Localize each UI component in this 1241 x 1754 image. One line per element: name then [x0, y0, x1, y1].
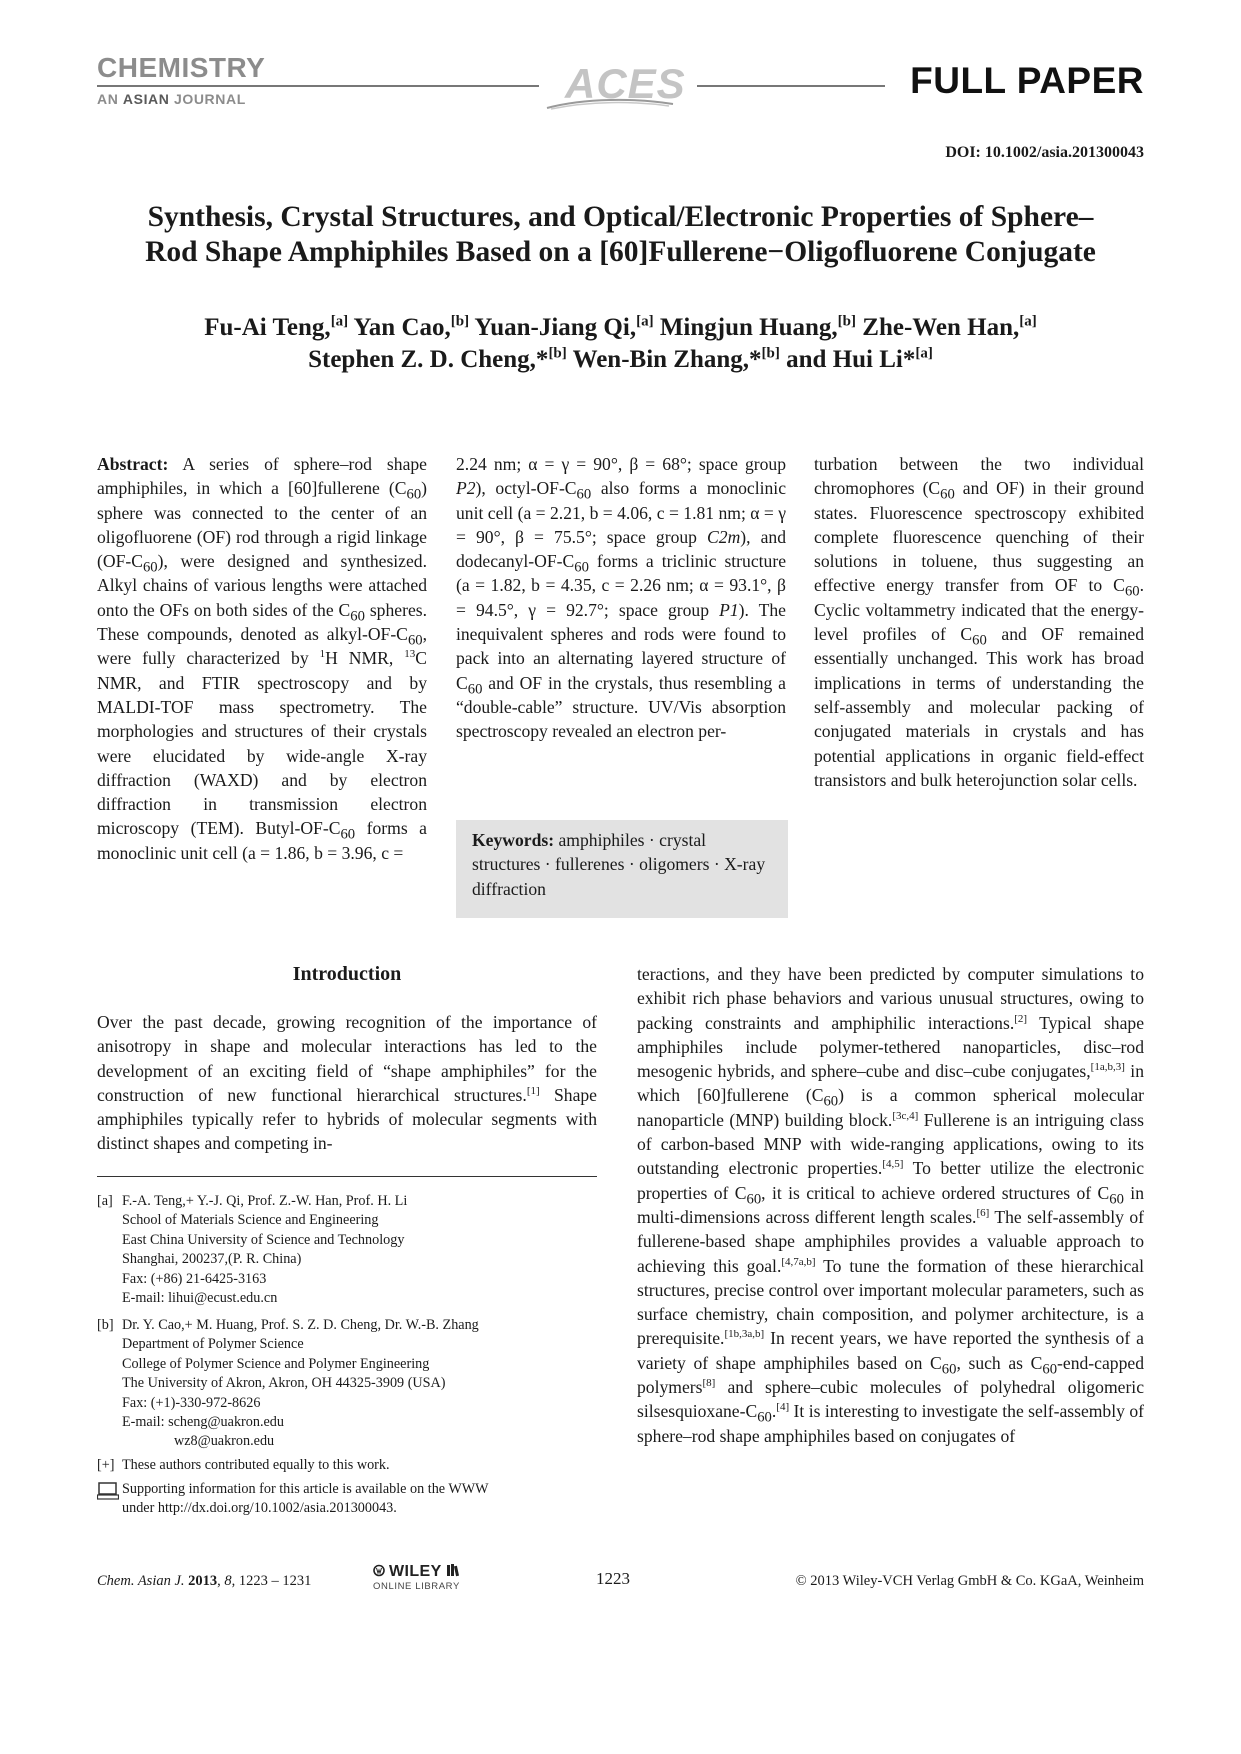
email-link[interactable]: wz8@uakron.edu: [174, 1433, 275, 1450]
author-name[interactable]: Stephen Z. D. Cheng,*: [308, 346, 549, 373]
author-list: [97, 312, 1144, 376]
aces-swoosh-icon: [545, 96, 675, 110]
library-books-icon: [446, 1563, 460, 1577]
citation[interactable]: [1a,b,3]: [1090, 1061, 1125, 1074]
title-line: Synthesis, Crystal Structures, and Optical/Electronic Properties of Sphere–: [147, 201, 1094, 233]
email-link[interactable]: E-mail: scheng@uakron.edu: [122, 1414, 284, 1431]
citation[interactable]: [3c,4]: [892, 1109, 919, 1122]
header-rule-right: [697, 85, 885, 87]
author-name[interactable]: Zhe-Wen Han,: [856, 314, 1020, 341]
header-rule-left: [97, 85, 539, 87]
author-name[interactable]: Fu-Ai Teng,: [204, 314, 331, 341]
author-line: Fu-Ai Teng,[a] Yan Cao,[b] Yuan-Jiang Qi,[a] Mingjun Huang,[b] Zhe-Wen Han,[a]: [204, 313, 1037, 341]
author-name[interactable]: Yuan-Jiang Qi,: [469, 314, 637, 341]
footnote-divider: [97, 1176, 597, 1177]
citation[interactable]: [1b,3a,b]: [724, 1328, 765, 1341]
keywords-box: [456, 820, 788, 918]
abstract-column-3: turbation between the two individual chromophores ($C_{60}$ and OF) in their ground states. Fluorescence spectroscopy exhibited complete fluorescence quenching of their solutions in toluene, thus suggesting an effective energy transfer from OF to $C_{60}$. Cyclic voltammetry indicated that the energy-level profiles of $C_{60}$ and OF remained essentially unchanged. This work has broad implications in terms of understanding the self-assembly and molecular packing of conjugated materials in crystals and has potential applications in organic field-effect transistors and bulk heterojunction solar cells.: [814, 454, 1144, 790]
author-name[interactable]: Yan Cao,: [348, 314, 451, 341]
author-name[interactable]: Wen-Bin Zhang,*: [566, 346, 762, 373]
journal-name: CHEMISTRY: [97, 52, 266, 83]
citation[interactable]: [2]: [1014, 1012, 1028, 1025]
copyright: © 2013 Wiley-VCH Verlag GmbH & Co. KGaA, Weinheim: [795, 1573, 1144, 1589]
wiley-mark-icon: [373, 1564, 389, 1577]
abstract-label: Abstract:: [97, 454, 169, 474]
keywords-label: Keywords:: [472, 830, 555, 850]
doi[interactable]: DOI: 10.1002/asia.201300043: [945, 144, 1144, 161]
aces-logo: ACES: [565, 60, 686, 107]
author-name[interactable]: and Hui Li*: [779, 346, 916, 373]
journal-subtitle: AN ASIAN JOURNAL: [97, 91, 246, 107]
paper-title: [97, 200, 1144, 270]
si-link[interactable]: under http://dx.doi.org/10.1002/asia.201300043.: [122, 1500, 397, 1517]
abstract-column-2: 2.24 nm; α = γ = 90°, β = 68°; space group P2), octyl-$OF-C_{60}$ also forms a monoclinic unit cell (a = 2.21, b = 4.06, c = 1.81 nm; α = γ = 90°, β = 75.5°; space group C2m), and dodecanyl-$OF-C_{60}$ forms a triclinic structure (a = 1.82, b = 4.35, c = 2.26 nm; α = 93.1°, β = 94.5°, γ = 92.7°; space group P1). The inequivalent spheres and rods were found to pack into an alternating layered structure of $C_{60}$ and OF in the crystals, thus resembling a “double-cable” structure. UV/Vis absorption spectroscopy revealed an electron per-: [456, 454, 786, 742]
keywords-text: amphiphiles · crystal structures · fullerenes · oligomers · X-ray diffraction: [472, 830, 766, 899]
wiley-logo[interactable]: WILEY ONLINE LIBRARY: [373, 1563, 460, 1592]
affiliation-a: [a] F.-A. Teng,+ Y.-J. Qi, Prof. Z.-W. Han, Prof. H. Li School of Materials Science and Engineering East China University of Science and Technology Shanghai, 200237,(P. R. China) Fax: (+86) 21-6425-3163 E-mail: lihui@ecust.edu.cn: [97, 1192, 597, 1308]
article-type: FULL PAPER: [910, 60, 1144, 101]
citation[interactable]: [1]: [526, 1085, 540, 1098]
computer-icon: [97, 1482, 119, 1500]
equal-contribution-note: [+] These authors contributed equally to this work.: [97, 1457, 390, 1473]
citation-footer: Chem. Asian J. 2013, 8, 1223 – 1231: [97, 1573, 312, 1589]
affiliation-b: [b] Dr. Y. Cao,+ M. Huang, Prof. S. Z. D. Cheng, Dr. W.-B. Zhang Department of Polymer Science College of Polymer Science and Polymer Engineering The University of Akron, Akron, OH 44325-3909 (USA) Fax: (+1)-330-972-8626 E-mail: scheng@uakron.edu wz8@uakron.edu: [97, 1316, 597, 1452]
citation[interactable]: [4,7a,b]: [781, 1255, 816, 1268]
intro-column-1: Over the past decade, growing recognition of the importance of anisotropy in shape and molecular interactions has led to the development of an exciting field of “shape amphiphiles” for the construction of new functional hierarchical structures.[1] Shape amphiphiles typically refer to hybrids of molecular segments with distinct shapes and competing in-: [97, 1012, 597, 1154]
page-number: 1223: [596, 1569, 630, 1588]
author-line: Stephen Z. D. Cheng,*[b] Wen-Bin Zhang,*[b] and Hui Li*[a]: [308, 345, 933, 373]
citation[interactable]: [6]: [976, 1207, 990, 1220]
citation[interactable]: [4,5]: [882, 1158, 904, 1171]
citation[interactable]: [8]: [702, 1377, 716, 1390]
citation[interactable]: [4]: [776, 1401, 790, 1414]
author-name[interactable]: Mingjun Huang,: [653, 314, 838, 341]
section-heading: Introduction: [292, 963, 402, 985]
abstract-column-1: Abstract: A series of sphere–rod shape amphiphiles, in which a [60]fullerene $(C_{60})$ sphere was connected to the center of an oligofluorene (OF) rod through a rigid linkage $(OF-C_{60})$, were designed and synthesized. Alkyl chains of various lengths were attached onto the OFs on both sides of the $C_{60}$ spheres. These compounds, denoted as alkyl-$OF-C_{60}$, were fully characterized by $^1$H NMR, $^{13}$C NMR, and FTIR spectroscopy and by MALDI-TOF mass spectrometry. The morphologies and structures of their crystals were elucidated by wide-angle X-ray diffraction (WAXD) and by electron diffraction in transmission electron microscopy (TEM). Butyl-$OF-C_{60}$ forms a monoclinic unit cell (a = 1.86, b = 3.96, c =: [97, 454, 428, 863]
title-line: Rod Shape Amphiphiles Based on a [60]Fullerene−Oligofluorene Conjugate: [145, 236, 1096, 268]
supporting-info-note: Supporting information for this article is available on the WWW under http://dx.doi.org/10.1002/asia.201300043.: [97, 1480, 597, 1519]
email-link[interactable]: E-mail: lihui@ecust.edu.cn: [122, 1290, 278, 1307]
intro-column-2: teractions, and they have been predicted by computer simulations to exhibit rich phase behaviors and various unusual structures, owing to packing constraints and amphiphilic interactions.[2] Typical shape amphiphiles include polymer-tethered nanoparticles, disc–rod mesogenic hybrids, and sphere–cube and disc–cube conjugates,[1a,b,3] in which [60]fullerene $(C_{60})$ is a common spherical molecular nanoparticle (MNP) building block.[3c,4] Fullerene is an intriguing class of carbon-based MNP with wide-ranging applications, owing to its outstanding electronic properties.[4,5] To better utilize the electronic properties of $C_{60}$, it is critical to achieve ordered structures of $C_{60}$ in multi-dimensions across different length scales.[6] The self-assembly of fullerene-based shape amphiphiles provides a valuable approach to achieving this goal.[4,7a,b] To tune the formation of these hierarchical structures, precise control over important molecular parameters, such as surface chemistry, chain composition, and polymer architecture, is a prerequisite.[1b,3a,b] In recent years, we have reported the synthesis of a variety of shape amphiphiles based on $C_{60}$, such as $C_{60}-end$-capped polymers[8] and sphere–cubic molecules of polyhedral oligomeric silsesquioxane-$C_{60}.[4]$ It is interesting to investigate the self-assembly of sphere–rod shape amphiphiles based on conjugates of: [637, 964, 1145, 1446]
